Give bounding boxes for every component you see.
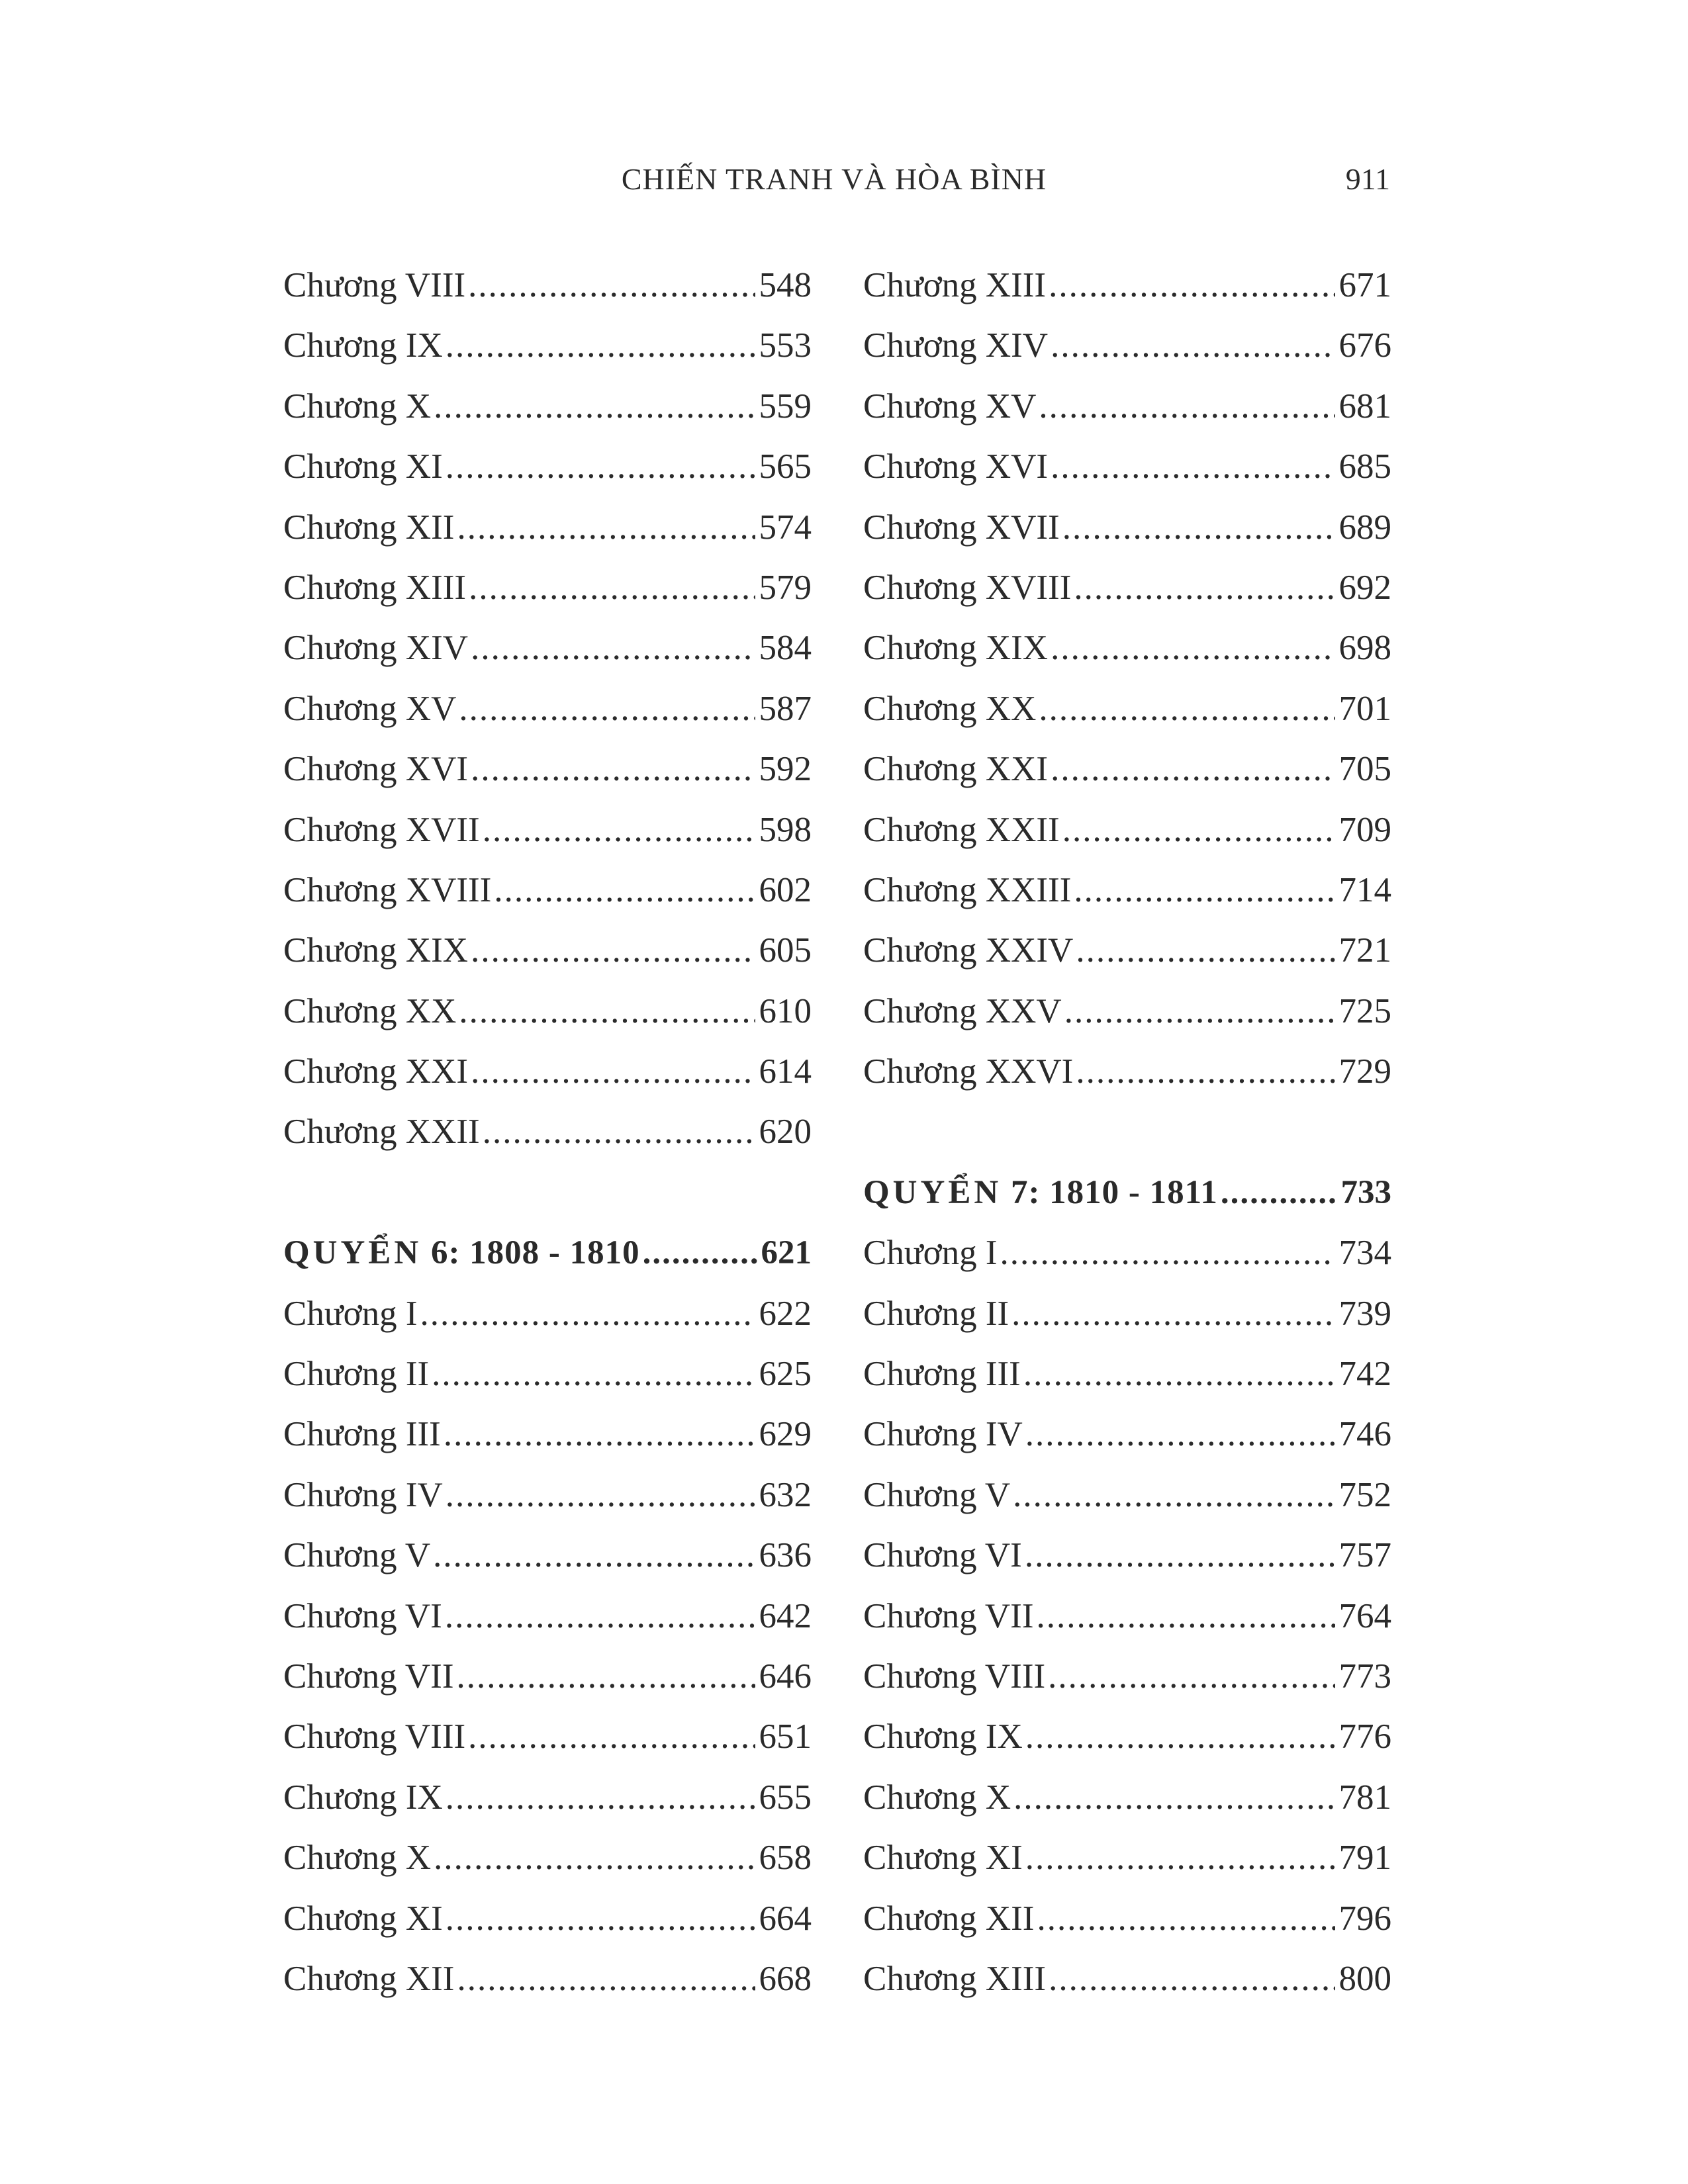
toc-chapter-entry[interactable] bbox=[283, 860, 812, 921]
part-title bbox=[283, 1223, 643, 1283]
entry-page-number: 559 bbox=[759, 387, 812, 426]
entry-page-number: 664 bbox=[759, 1899, 812, 1938]
toc-chapter-entry[interactable] bbox=[863, 1707, 1391, 1767]
chapter-title: Chương XXII bbox=[283, 1113, 480, 1152]
chapter-title: Chương VII bbox=[863, 1596, 1034, 1635]
toc-chapter-entry[interactable] bbox=[283, 739, 812, 799]
toc-chapter-entry[interactable] bbox=[283, 1042, 812, 1102]
chapter-title: Chương VII bbox=[283, 1657, 454, 1696]
dot-leader bbox=[432, 1344, 755, 1404]
toc-chapter-entry[interactable] bbox=[283, 498, 812, 558]
dot-leader bbox=[468, 255, 755, 316]
dot-leader bbox=[445, 1465, 755, 1525]
toc-chapter-entry[interactable] bbox=[863, 498, 1391, 558]
toc-right-column bbox=[863, 255, 1391, 2009]
toc-chapter-entry[interactable] bbox=[283, 1284, 812, 1344]
toc-chapter-entry[interactable] bbox=[863, 679, 1391, 739]
toc-chapter-entry[interactable] bbox=[283, 1465, 812, 1525]
chapter-title: Chương XXIII bbox=[863, 870, 1072, 909]
chapter-title: Chương XIV bbox=[863, 326, 1049, 365]
chapter-title: Chương XI bbox=[283, 447, 443, 486]
entry-page-number: 598 bbox=[759, 810, 812, 849]
toc-chapter-entry[interactable] bbox=[863, 981, 1391, 1042]
chapter-title: Chương IV bbox=[283, 1475, 443, 1514]
toc-chapter-entry[interactable] bbox=[863, 1344, 1391, 1404]
chapter-title: Chương XIII bbox=[863, 266, 1047, 304]
running-header bbox=[278, 156, 1390, 203]
dot-leader bbox=[1049, 255, 1335, 316]
dot-leader bbox=[1025, 1404, 1335, 1465]
entry-page-number: 602 bbox=[759, 870, 812, 909]
chapter-title: Chương V bbox=[863, 1475, 1011, 1514]
dot-leader bbox=[483, 1102, 755, 1162]
chapter-title: Chương XVII bbox=[283, 810, 480, 849]
dot-leader bbox=[434, 377, 755, 437]
chapter-title: Chương IX bbox=[863, 1717, 1023, 1756]
entry-page-number: 620 bbox=[759, 1113, 812, 1152]
dot-leader bbox=[1000, 1223, 1335, 1283]
entry-page-number: 636 bbox=[759, 1536, 812, 1575]
entry-page-number: 629 bbox=[759, 1415, 812, 1454]
dot-leader bbox=[444, 1404, 755, 1465]
dot-leader bbox=[1051, 316, 1335, 376]
entry-page-number: 685 bbox=[1338, 447, 1391, 486]
dot-leader bbox=[1051, 437, 1335, 497]
toc-chapter-entry[interactable] bbox=[863, 1768, 1391, 1828]
toc-chapter-entry[interactable] bbox=[283, 679, 812, 739]
chapter-title: Chương X bbox=[283, 387, 432, 426]
toc-chapter-entry[interactable] bbox=[863, 316, 1391, 376]
toc-chapter-entry[interactable] bbox=[283, 1768, 812, 1828]
chapter-title: Chương XIII bbox=[283, 568, 467, 607]
part-prefix: QUYỂN bbox=[283, 1234, 422, 1272]
toc-chapter-entry[interactable] bbox=[863, 1586, 1391, 1647]
entry-page-number: 800 bbox=[1338, 1959, 1391, 1998]
entry-page-number: 651 bbox=[759, 1717, 812, 1756]
dot-leader bbox=[445, 316, 755, 376]
dot-leader bbox=[434, 1828, 755, 1888]
chapter-title: Chương VI bbox=[863, 1536, 1022, 1575]
chapter-title: Chương I bbox=[863, 1234, 998, 1273]
dot-leader bbox=[445, 1889, 755, 1949]
toc-chapter-entry[interactable] bbox=[863, 1525, 1391, 1586]
toc-chapter-entry[interactable] bbox=[863, 1042, 1391, 1102]
entry-page-number: 610 bbox=[759, 991, 812, 1030]
toc-chapter-entry[interactable] bbox=[863, 377, 1391, 437]
chapter-title: Chương XVIII bbox=[283, 870, 492, 909]
dot-leader bbox=[643, 1223, 757, 1283]
toc-chapter-entry[interactable] bbox=[283, 618, 812, 678]
chapter-title: Chương VI bbox=[283, 1596, 442, 1635]
chapter-title: Chương XXVI bbox=[863, 1052, 1074, 1091]
chapter-title: Chương XX bbox=[283, 991, 457, 1030]
entry-page-number: 642 bbox=[759, 1596, 812, 1635]
chapter-title: Chương XXV bbox=[863, 991, 1062, 1030]
dot-leader bbox=[471, 618, 755, 678]
chapter-title: Chương XVII bbox=[863, 508, 1060, 547]
chapter-title: Chương XVI bbox=[863, 447, 1049, 486]
toc-chapter-entry[interactable] bbox=[283, 437, 812, 497]
dot-leader bbox=[494, 860, 755, 921]
toc-chapter-entry[interactable] bbox=[283, 1889, 812, 1949]
chapter-title: Chương XIII bbox=[863, 1959, 1047, 1998]
entry-page-number: 739 bbox=[1338, 1294, 1391, 1333]
toc-chapter-entry[interactable] bbox=[863, 1647, 1391, 1707]
toc-chapter-entry[interactable] bbox=[863, 1404, 1391, 1465]
entry-page-number: 796 bbox=[1338, 1899, 1391, 1938]
chapter-title: Chương XII bbox=[283, 1959, 455, 1998]
dot-leader bbox=[1025, 1525, 1335, 1586]
toc-chapter-entry[interactable] bbox=[863, 255, 1391, 316]
toc-chapter-entry[interactable] bbox=[863, 860, 1391, 921]
chapter-title: Chương III bbox=[863, 1355, 1021, 1394]
entry-page-number: 781 bbox=[1338, 1778, 1391, 1817]
chapter-title: Chương XVI bbox=[283, 750, 469, 789]
toc-part-entry[interactable] bbox=[283, 1223, 812, 1283]
entry-page-number: 689 bbox=[1338, 508, 1391, 547]
chapter-title: Chương XIV bbox=[283, 629, 469, 668]
dot-leader bbox=[445, 1586, 755, 1647]
part-prefix: QUYỂN bbox=[863, 1173, 1002, 1211]
chapter-title: Chương XXI bbox=[863, 750, 1049, 789]
chapter-title: Chương XXIV bbox=[863, 931, 1074, 970]
entry-page-number: 733 bbox=[1340, 1173, 1391, 1211]
entry-page-number: 668 bbox=[759, 1959, 812, 1998]
part-label: 7: 1810 - 1811 bbox=[1010, 1173, 1218, 1211]
dot-leader bbox=[457, 1949, 755, 2009]
chapter-title: Chương VIII bbox=[283, 1717, 466, 1756]
dot-leader bbox=[433, 1525, 755, 1586]
dot-leader bbox=[1076, 921, 1335, 981]
chapter-title: Chương XV bbox=[283, 689, 457, 728]
entry-page-number: 614 bbox=[759, 1052, 812, 1091]
toc-chapter-entry[interactable] bbox=[283, 921, 812, 981]
toc-chapter-entry[interactable] bbox=[283, 255, 812, 316]
entry-page-number: 658 bbox=[759, 1839, 812, 1878]
toc-chapter-entry[interactable] bbox=[863, 1828, 1391, 1888]
entry-page-number: 791 bbox=[1338, 1839, 1391, 1878]
entry-page-number: 705 bbox=[1338, 750, 1391, 789]
dot-leader bbox=[1076, 1042, 1335, 1102]
chapter-title: Chương I bbox=[283, 1294, 418, 1333]
toc-chapter-entry[interactable] bbox=[283, 377, 812, 437]
dot-leader bbox=[1011, 1284, 1335, 1344]
chapter-title: Chương XIX bbox=[863, 629, 1049, 668]
entry-page-number: 605 bbox=[759, 931, 812, 970]
dot-leader bbox=[1048, 1647, 1335, 1707]
dot-leader bbox=[471, 1042, 755, 1102]
entry-page-number: 681 bbox=[1338, 387, 1391, 426]
toc-chapter-entry[interactable] bbox=[283, 1586, 812, 1647]
toc-chapter-entry[interactable] bbox=[283, 1525, 812, 1586]
section-spacer bbox=[283, 1163, 812, 1223]
chapter-title: Chương XXI bbox=[283, 1052, 469, 1091]
toc-chapter-entry[interactable] bbox=[283, 1828, 812, 1888]
entry-page-number: 621 bbox=[761, 1234, 812, 1272]
chapter-title: Chương XI bbox=[863, 1839, 1023, 1878]
entry-page-number: 655 bbox=[759, 1778, 812, 1817]
entry-page-number: 548 bbox=[759, 266, 812, 304]
dot-leader bbox=[1013, 1768, 1335, 1828]
dot-leader bbox=[1074, 558, 1335, 618]
dot-leader bbox=[459, 981, 755, 1042]
chapter-title: Chương XV bbox=[863, 387, 1037, 426]
toc-chapter-entry[interactable] bbox=[863, 1223, 1391, 1283]
chapter-title: Chương VIII bbox=[283, 266, 466, 304]
toc-chapter-entry[interactable] bbox=[283, 981, 812, 1042]
dot-leader bbox=[445, 1768, 755, 1828]
entry-page-number: 714 bbox=[1338, 870, 1391, 909]
chapter-title: Chương IX bbox=[283, 1778, 443, 1817]
chapter-title: Chương XI bbox=[283, 1899, 443, 1938]
dot-leader bbox=[1062, 498, 1335, 558]
entry-page-number: 773 bbox=[1338, 1657, 1391, 1696]
entry-page-number: 579 bbox=[759, 568, 812, 607]
entry-page-number: 725 bbox=[1338, 991, 1391, 1030]
toc-chapter-entry[interactable] bbox=[283, 1647, 812, 1707]
entry-page-number: 764 bbox=[1338, 1596, 1391, 1635]
toc-chapter-entry[interactable] bbox=[283, 1949, 812, 2009]
entry-page-number: 671 bbox=[1338, 266, 1391, 304]
chapter-title: Chương IX bbox=[283, 326, 443, 365]
dot-leader bbox=[1039, 679, 1335, 739]
part-title bbox=[863, 1163, 1221, 1223]
dot-leader bbox=[1051, 739, 1335, 799]
dot-leader bbox=[1064, 981, 1335, 1042]
dot-leader bbox=[483, 800, 755, 860]
dot-leader bbox=[1025, 1707, 1335, 1767]
dot-leader bbox=[1051, 618, 1335, 678]
chapter-title: Chương II bbox=[283, 1355, 430, 1394]
entry-page-number: 709 bbox=[1338, 810, 1391, 849]
entry-page-number: 742 bbox=[1338, 1355, 1391, 1394]
dot-leader bbox=[1037, 1889, 1335, 1949]
toc-chapter-entry[interactable] bbox=[863, 1949, 1391, 2009]
entry-page-number: 701 bbox=[1338, 689, 1391, 728]
chapter-title: Chương XII bbox=[283, 508, 455, 547]
dot-leader bbox=[445, 437, 755, 497]
dot-leader bbox=[1036, 1586, 1335, 1647]
entry-page-number: 676 bbox=[1338, 326, 1391, 365]
entry-page-number: 565 bbox=[759, 447, 812, 486]
page-number: 911 bbox=[1345, 162, 1390, 196]
entry-page-number: 729 bbox=[1338, 1052, 1391, 1091]
toc-chapter-entry[interactable] bbox=[283, 558, 812, 618]
dot-leader bbox=[1039, 377, 1335, 437]
entry-page-number: 584 bbox=[759, 629, 812, 668]
entry-page-number: 553 bbox=[759, 326, 812, 365]
dot-leader bbox=[457, 498, 755, 558]
entry-page-number: 746 bbox=[1338, 1415, 1391, 1454]
dot-leader bbox=[420, 1284, 755, 1344]
chapter-title: Chương IV bbox=[863, 1415, 1023, 1454]
toc-chapter-entry[interactable] bbox=[863, 921, 1391, 981]
toc-chapter-entry[interactable] bbox=[863, 558, 1391, 618]
entry-page-number: 692 bbox=[1338, 568, 1391, 607]
dot-leader bbox=[471, 739, 755, 799]
dot-leader bbox=[1221, 1163, 1337, 1223]
dot-leader bbox=[471, 921, 755, 981]
dot-leader bbox=[1013, 1465, 1335, 1525]
entry-page-number: 574 bbox=[759, 508, 812, 547]
entry-page-number: 776 bbox=[1338, 1717, 1391, 1756]
entry-page-number: 646 bbox=[759, 1657, 812, 1696]
toc-chapter-entry[interactable] bbox=[283, 316, 812, 376]
chapter-title: Chương XIX bbox=[283, 931, 469, 970]
chapter-title: Chương X bbox=[863, 1778, 1011, 1817]
dot-leader bbox=[1074, 860, 1335, 921]
entry-page-number: 622 bbox=[759, 1294, 812, 1333]
chapter-title: Chương XXII bbox=[863, 810, 1060, 849]
chapter-title: Chương XII bbox=[863, 1899, 1035, 1938]
entry-page-number: 698 bbox=[1338, 629, 1391, 668]
toc-chapter-entry[interactable] bbox=[283, 1344, 812, 1404]
entry-page-number: 632 bbox=[759, 1475, 812, 1514]
dot-leader bbox=[1062, 800, 1335, 860]
dot-leader bbox=[456, 1647, 755, 1707]
chapter-title: Chương XVIII bbox=[863, 568, 1072, 607]
toc-chapter-entry[interactable] bbox=[863, 618, 1391, 678]
part-label: 6: 1808 - 1810 bbox=[430, 1234, 640, 1272]
entry-page-number: 721 bbox=[1338, 931, 1391, 970]
toc-chapter-entry[interactable] bbox=[283, 800, 812, 860]
entry-page-number: 752 bbox=[1338, 1475, 1391, 1514]
toc-chapter-entry[interactable] bbox=[283, 1102, 812, 1162]
book-title: CHIẾN TRANH VÀ HÒA BÌNH bbox=[621, 162, 1047, 196]
toc-chapter-entry[interactable] bbox=[283, 1404, 812, 1465]
chapter-title: Chương II bbox=[863, 1294, 1009, 1333]
toc-left-column bbox=[283, 255, 812, 2009]
dot-leader bbox=[468, 1707, 755, 1767]
entry-page-number: 757 bbox=[1338, 1536, 1391, 1575]
entry-page-number: 625 bbox=[759, 1355, 812, 1394]
dot-leader bbox=[1049, 1949, 1335, 2009]
chapter-title: Chương VIII bbox=[863, 1657, 1046, 1696]
toc-chapter-entry[interactable] bbox=[863, 1284, 1391, 1344]
toc-chapter-entry[interactable] bbox=[863, 800, 1391, 860]
entry-page-number: 592 bbox=[759, 750, 812, 789]
dot-leader bbox=[1025, 1828, 1335, 1888]
section-spacer bbox=[863, 1102, 1391, 1162]
toc-part-entry[interactable] bbox=[863, 1163, 1391, 1223]
dot-leader bbox=[1023, 1344, 1335, 1404]
chapter-title: Chương X bbox=[283, 1839, 432, 1878]
toc-chapter-entry[interactable] bbox=[863, 1889, 1391, 1949]
toc-chapter-entry[interactable] bbox=[863, 739, 1391, 799]
toc-chapter-entry[interactable] bbox=[863, 1465, 1391, 1525]
chapter-title: Chương XX bbox=[863, 689, 1037, 728]
toc-chapter-entry[interactable] bbox=[863, 437, 1391, 497]
dot-leader bbox=[459, 679, 755, 739]
toc-chapter-entry[interactable] bbox=[283, 1707, 812, 1767]
chapter-title: Chương V bbox=[283, 1536, 431, 1575]
entry-page-number: 587 bbox=[759, 689, 812, 728]
chapter-title: Chương III bbox=[283, 1415, 441, 1454]
entry-page-number: 734 bbox=[1338, 1234, 1391, 1273]
dot-leader bbox=[469, 558, 755, 618]
